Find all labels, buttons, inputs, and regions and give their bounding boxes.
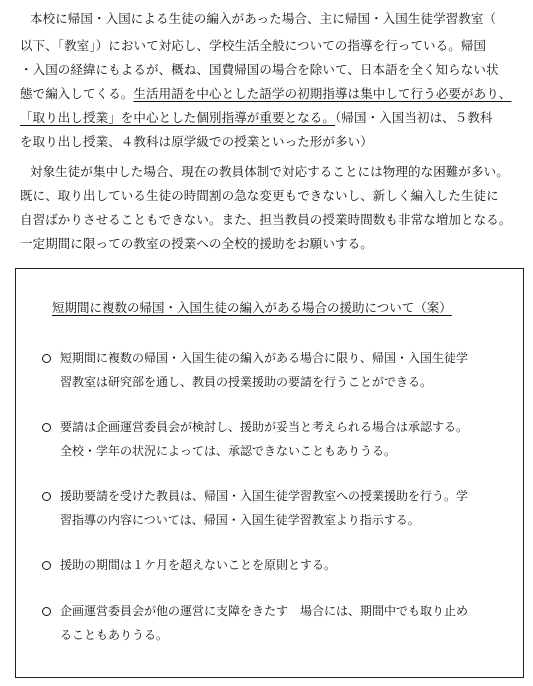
proposal-item-5-line-1: 企画運営委員会が他の運営に支障をきたす 場合には、期間中でも取り止め (60, 604, 469, 618)
intro-line-5-text: （帰国・入国当初は、５教科 (335, 110, 493, 125)
intro-line-4 (20, 86, 511, 102)
intro-line-4-text: 態で編入してくる。 (20, 86, 134, 101)
intro-line-7: 対象生徒が集中した場合、現在の教員体制で対応することには物理的な困難が多い。 (30, 164, 509, 179)
intro-text-block (0, 0, 533, 250)
proposal-title: 短期間に複数の帰国・入国生徒の編入がある場合の援助について（案） (52, 300, 452, 315)
proposal-item-5-line-2: ることもありうる。 (60, 628, 169, 642)
intro-emphasis-1: 生活用語を中心とした語学の初期指導は集中して行う必要があり、 (133, 86, 512, 101)
intro-line-2: 以下、「教室」）において対応し、学校生活全般についての指導を行っている。帰国 (20, 38, 487, 53)
proposal-item-4-line-1: 援助の期間は１ケ月を超えないことを原則とする。 (60, 558, 337, 572)
intro-line-10: 一定期間に限っての教室の授業への全校的援助をお願いする。 (20, 236, 373, 251)
intro-line-6: を取り出し授業、４教科は原学級での授業といった形が多い） (20, 134, 373, 149)
bullet-circle-icon (42, 607, 51, 616)
proposal-item-2-line-1: 要請は企画運営委員会が検討し、援助が妥当と考えられる場合は承認する。 (60, 420, 469, 434)
intro-emphasis-2: 「取り出し授業」を中心とした個別指導が重要となる。 (20, 110, 336, 125)
intro-line-9: 自習ばかりさせることもできない。また、担当教員の授業時間数も非常な増加となる。 (20, 212, 512, 227)
proposal-item-2-line-2: 全校・学年の状況によっては、承認できないこともありうる。 (60, 444, 397, 458)
intro-line-3: ・入国の経緯にもよるが、概ね、国費帰国の場合を除いて、日本語を全く知らない状 (20, 62, 499, 77)
proposal-item-1-line-1: 短期間に複数の帰国・入国生徒の編入がある場合に限り、帰国・入国生徒学 (60, 351, 469, 365)
bullet-circle-icon (42, 423, 51, 432)
bullet-circle-icon (42, 561, 51, 570)
proposal-item-3-line-2: 習指導の内容については、帰国・入国生徒学習教室より指示する。 (60, 513, 420, 527)
intro-line-8: 既に、取り出している生徒の時間割の急な変更もできないし、新しく編入した生徒に (20, 188, 499, 203)
intro-line-5 (20, 110, 493, 126)
bullet-circle-icon (42, 492, 51, 501)
bullet-circle-icon (42, 354, 51, 363)
proposal-item-1-line-2: 習教室は研究部を通し、教員の授業援助の要請を行うことができる。 (60, 375, 433, 389)
intro-line-1: 本校に帰国・入国による生徒の編入があった場合、主に帰国・入国生徒学習教室（ (30, 11, 497, 26)
proposal-item-3-line-1: 援助要請を受けた教員は、帰国・入国生徒学習教室への授業援助を行う。学 (60, 489, 469, 503)
